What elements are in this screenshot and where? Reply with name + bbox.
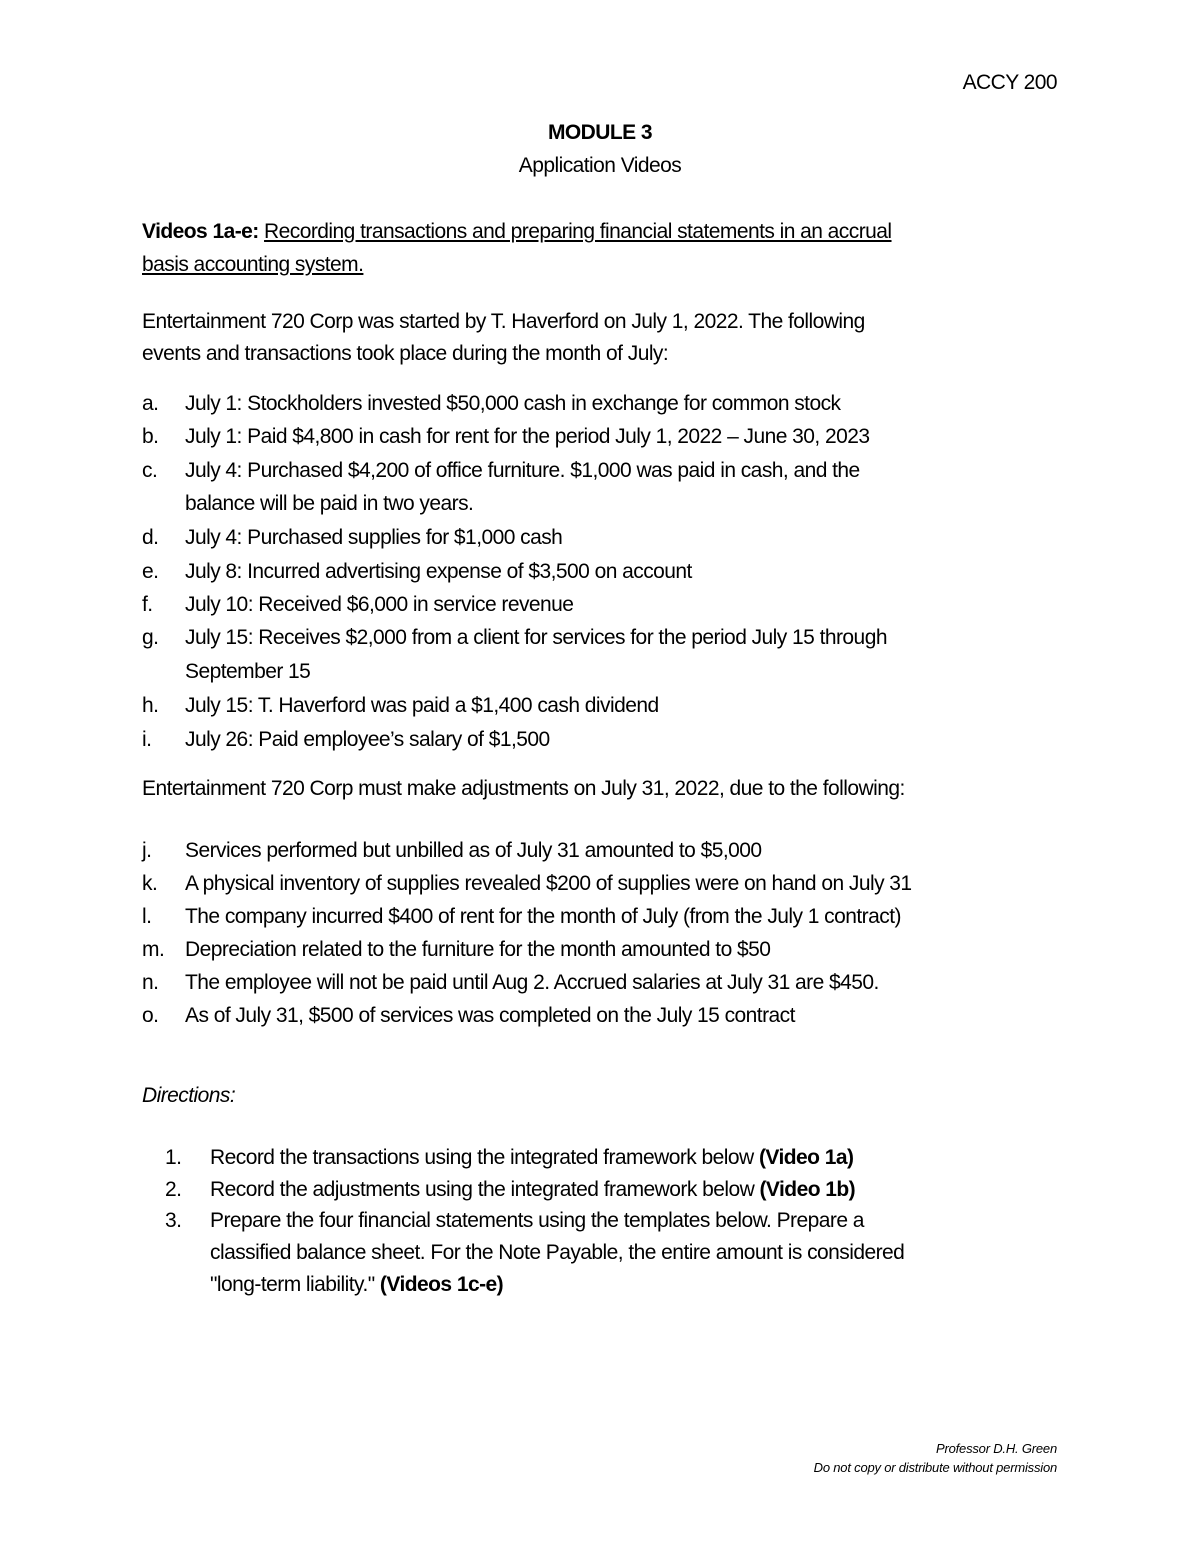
direction-body: Record the adjustments using the integrated framework below bbox=[210, 1178, 760, 1201]
footer-author: Professor D.H. Green bbox=[936, 1441, 1057, 1456]
transaction-text: July 10: Received $6,000 in service revenue bbox=[185, 593, 574, 616]
transaction-text: July 15: Receives $2,000 from a client for services for the period July 15 through bbox=[185, 626, 887, 649]
course-code: ACCY 200 bbox=[962, 71, 1057, 94]
list-marker: g. bbox=[142, 626, 159, 649]
list-marker: h. bbox=[142, 694, 159, 717]
videos-topic-cont: basis accounting system. bbox=[142, 253, 364, 276]
list-marker: a. bbox=[142, 392, 159, 415]
transaction-text: July 4: Purchased supplies for $1,000 cash bbox=[185, 526, 563, 549]
adjustment-text: A physical inventory of supplies revealed $200 of supplies were on hand on July 31 bbox=[185, 872, 912, 895]
transaction-text: July 8: Incurred advertising expense of $3,500 on account bbox=[185, 560, 692, 583]
transaction-text: July 4: Purchased $4,200 of office furniture. $1,000 was paid in cash, and the bbox=[185, 459, 860, 482]
transaction-text: July 1: Stockholders invested $50,000 cash in exchange for common stock bbox=[185, 392, 841, 415]
list-marker: i. bbox=[142, 728, 152, 751]
direction-body: classified balance sheet. For the Note Payable, the entire amount is considered bbox=[210, 1241, 905, 1264]
transaction-text: July 1: Paid $4,800 in cash for rent for the period July 1, 2022 – June 30, 2023 bbox=[185, 425, 870, 448]
direction-text bbox=[210, 1272, 503, 1298]
list-marker: c. bbox=[142, 459, 158, 482]
adjustment-text: Services performed but unbilled as of July 31 amounted to $5,000 bbox=[185, 839, 762, 862]
video-ref: (Video 1a) bbox=[758, 1146, 854, 1169]
footer-notice: Do not copy or distribute without permission bbox=[813, 1460, 1057, 1475]
list-marker: 2. bbox=[165, 1178, 182, 1201]
list-marker: l. bbox=[142, 905, 152, 928]
adjustment-text: The company incurred $400 of rent for the month of July (from the July 1 contract) bbox=[185, 905, 901, 928]
video-ref: (Videos 1c-e) bbox=[379, 1273, 504, 1296]
directions-heading: Directions: bbox=[142, 1084, 236, 1107]
module-subtitle: Application Videos bbox=[518, 154, 682, 177]
list-marker: d. bbox=[142, 526, 159, 549]
adjustment-text: As of July 31, $500 of services was completed on the July 15 contract bbox=[185, 1004, 795, 1027]
adjustments-intro: Entertainment 720 Corp must make adjustments on July 31, 2022, due to the following: bbox=[142, 777, 905, 800]
direction-body: Record the transactions using the integrated framework below bbox=[210, 1146, 759, 1169]
direction-text bbox=[210, 1177, 855, 1203]
direction-text bbox=[210, 1145, 853, 1171]
transaction-text: July 26: Paid employee’s salary of $1,500 bbox=[185, 728, 550, 751]
list-marker: k. bbox=[142, 872, 158, 895]
transaction-text: balance will be paid in two years. bbox=[185, 492, 474, 515]
transaction-text: September 15 bbox=[185, 660, 311, 683]
adjustment-text: The employee will not be paid until Aug 2. Accrued salaries at July 31 are $450. bbox=[185, 971, 879, 994]
videos-topic: Recording transactions and preparing financial statements in an accrual bbox=[264, 220, 892, 243]
list-marker: e. bbox=[142, 560, 159, 583]
videos-heading bbox=[142, 219, 892, 245]
list-marker: 3. bbox=[165, 1209, 182, 1232]
list-marker: m. bbox=[142, 938, 165, 961]
list-marker: f. bbox=[142, 593, 153, 616]
transaction-text: July 15: T. Haverford was paid a $1,400 cash dividend bbox=[185, 694, 659, 717]
list-marker: j. bbox=[142, 839, 152, 862]
list-marker: o. bbox=[142, 1004, 159, 1027]
intro-text: Entertainment 720 Corp was started by T. Haverford on July 1, 2022. The following bbox=[142, 310, 865, 333]
intro-text-cont: events and transactions took place during the month of July: bbox=[142, 342, 669, 365]
module-title: MODULE 3 bbox=[547, 121, 653, 144]
direction-body: "long-term liability." bbox=[210, 1273, 380, 1296]
list-marker: n. bbox=[142, 971, 159, 994]
list-marker: b. bbox=[142, 425, 159, 448]
direction-body: Prepare the four financial statements using the templates below. Prepare a bbox=[210, 1209, 864, 1232]
adjustment-text: Depreciation related to the furniture for the month amounted to $50 bbox=[185, 938, 771, 961]
list-marker: 1. bbox=[165, 1146, 182, 1169]
videos-label: Videos 1a-e: bbox=[142, 220, 259, 243]
video-ref: (Video 1b) bbox=[759, 1178, 856, 1201]
